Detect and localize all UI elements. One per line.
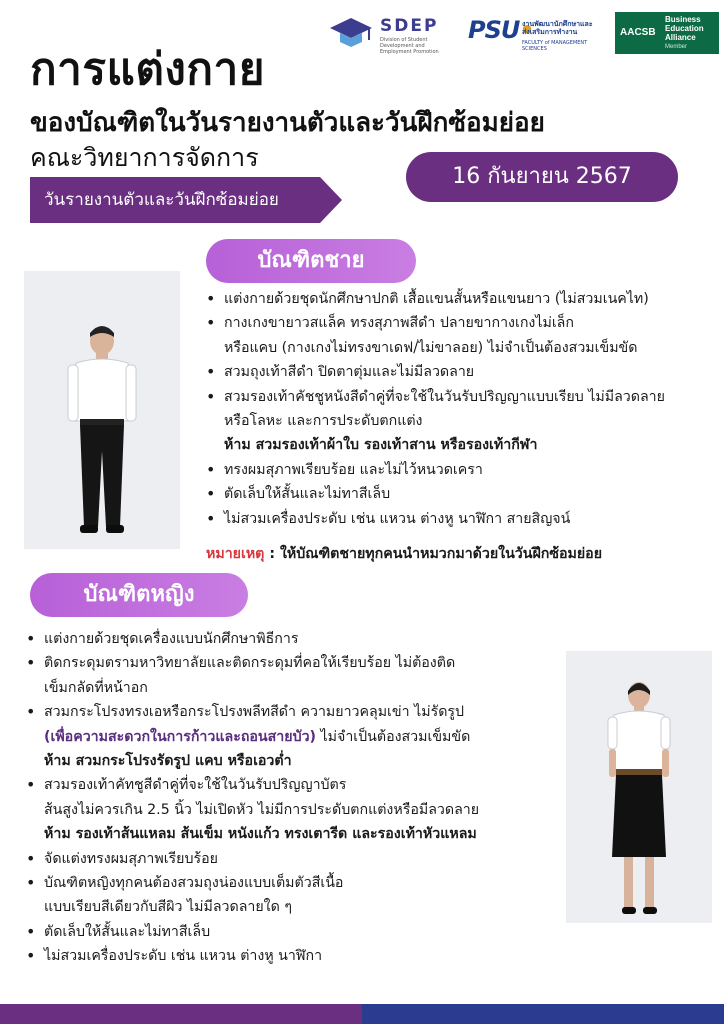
list-item bbox=[24, 725, 584, 749]
aacsb-member-text: Member bbox=[665, 44, 688, 50]
list-item: หรือแคบ (กางเกงไม่ทรงขาเดฟ/ไม่ขาลอย) ไม่จำเป็นต้องสวมเข็มขัด bbox=[224, 339, 638, 356]
aacsb-logo bbox=[615, 12, 719, 54]
male-rules-list bbox=[204, 287, 704, 531]
graduation-cap-icon bbox=[328, 16, 374, 50]
list-item: • สวมถุงเท้าสีดำ ปิดตาตุ่มและไม่มีลวดลาย bbox=[204, 360, 704, 384]
aacsb-wordmark: AACSB bbox=[620, 27, 656, 38]
psu-logo bbox=[468, 16, 596, 56]
sdep-logo bbox=[328, 14, 452, 54]
note-text: : ให้บัณฑิตชายทุกคนนำหมวกมาด้วยในวันฝึกซ้อมย่อย bbox=[264, 546, 603, 562]
faculty-name: คณะวิทยาการจัดการ bbox=[30, 143, 259, 172]
list-item: • ติดกระดุมตรามหาวิทยาลัยและติดกระดุมที่คอให้เรียบร้อย ไม่ต้องติด bbox=[24, 651, 584, 675]
male-section-heading: บัณฑิตชาย bbox=[206, 239, 416, 283]
ribbon-label: วันรายงานตัวและวันฝึกซ้อมย่อย bbox=[44, 190, 279, 210]
female-section-heading: บัณฑิตหญิง bbox=[30, 573, 248, 617]
list-item: • สวมรองเท้าคัชชูหนังสีดำคู่ที่จะใช้ในวันรับปริญญาแบบเรียบ ไม่มีลวดลาย bbox=[204, 385, 704, 409]
list-item: • สวมกระโปรงทรงเอหรือกระโปรงพลีทสีดำ ความยาวคลุมเข่า ไม่รัดรูป bbox=[24, 700, 584, 724]
header-logos bbox=[328, 12, 720, 58]
list-item: • แต่งกายด้วยชุดนักศึกษาปกติ เสื้อแขนสั้นหรือแขนยาว (ไม่สวมเนคไท) bbox=[204, 287, 704, 311]
female-figure-icon bbox=[566, 651, 712, 923]
page-subtitle: ของบัณฑิตในวันรายงานตัวและวันฝึกซ้อมย่อย bbox=[30, 108, 545, 138]
psu-thai-text: งานพัฒนานักศึกษาและส่งเสริมการทำงาน bbox=[522, 20, 593, 36]
event-ribbon bbox=[30, 177, 342, 223]
prohibition-text: ห้าม รองเท้าส้นแหลม ส้นเข็ม หนังแก้ว ทรงเตารีด และรองเท้าหัวแหลม bbox=[44, 826, 477, 843]
psu-wordmark-text: PSU bbox=[468, 16, 520, 44]
list-item: • ไม่สวมเครื่องประดับ เช่น แหวน ต่างหู นาฬิกา bbox=[24, 944, 584, 968]
list-item: • ตัดเล็บให้สั้นและไม่ทาสีเล็บ bbox=[204, 482, 704, 506]
list-item: • บัณฑิตหญิงทุกคนต้องสวมถุงน่องแบบเต็มตัวสีเนื้อ bbox=[24, 871, 584, 895]
page-title: การแต่งกาย bbox=[30, 44, 266, 95]
aacsb-alliance-text: Business Education Alliance bbox=[665, 15, 704, 42]
list-item: แบบเรียบสีเดียวกับสีผิว ไม่มีลวดลายใด ๆ bbox=[44, 899, 292, 916]
note-label: หมายเหตุ bbox=[206, 546, 265, 562]
psu-dot-icon: • bbox=[519, 16, 534, 44]
sdep-subtitle: Division of Student Development and Employment Promotion bbox=[380, 37, 439, 55]
footer-bar bbox=[0, 1004, 724, 1024]
list-item: • สวมรองเท้าคัทชูสีดำคู่ที่จะใช้ในวันรับปริญญาบัตร bbox=[24, 773, 584, 797]
highlight-text: (เพื่อความสะดวกในการก้าวและถอนสายบัว) bbox=[44, 728, 317, 745]
male-graduate-photo bbox=[24, 271, 180, 549]
prohibition-text: ห้าม สวมกระโปรงรัดรูป แคบ หรือเอวต่ำ bbox=[44, 753, 292, 770]
list-item: • ทรงผมสุภาพเรียบร้อย และไม่ไว้หนวดเครา bbox=[204, 458, 704, 482]
list-item: เข็มกลัดที่หน้าอก bbox=[44, 679, 148, 696]
footer-bar-left bbox=[0, 1004, 362, 1024]
male-note bbox=[206, 543, 602, 565]
list-item: • ตัดเล็บให้สั้นและไม่ทาสีเล็บ bbox=[24, 920, 584, 944]
psu-english-text: FACULTY of MANAGEMENT SCIENCES bbox=[522, 40, 588, 52]
list-item: • ไม่สวมเครื่องประดับ เช่น แหวน ต่างหู นาฬิกา สายสิญจน์ bbox=[204, 507, 704, 531]
list-item: • กางเกงขายาวสแล็ค ทรงสุภาพสีดำ ปลายขากางเกงไม่เล็ก bbox=[204, 311, 704, 335]
prohibition-text: ห้าม สวมรองเท้าผ้าใบ รองเท้าสาน หรือรองเท้ากีฬา bbox=[224, 437, 538, 454]
list-item: ส้นสูงไม่ควรเกิน 2.5 นิ้ว ไม่เปิดหัว ไม่มีการประดับตกแต่งหรือมีลวดลาย bbox=[44, 801, 480, 818]
sdep-wordmark: SDEP bbox=[380, 16, 439, 36]
female-rules-list bbox=[24, 627, 584, 969]
female-graduate-photo bbox=[566, 651, 712, 923]
list-item: • จัดแต่งทรงผมสุภาพเรียบร้อย bbox=[24, 847, 584, 871]
list-item-text: ไม่จำเป็นต้องสวมเข็มขัด bbox=[316, 728, 471, 745]
male-figure-icon bbox=[24, 271, 180, 549]
list-item: • แต่งกายด้วยชุดเครื่องแบบนักศึกษาพิธีการ bbox=[24, 627, 584, 651]
list-item: หรือโลหะ และการประดับตกแต่ง bbox=[224, 413, 423, 430]
footer-bar-right bbox=[362, 1004, 724, 1024]
date-badge: 16 กันยายน 2567 bbox=[406, 152, 678, 202]
